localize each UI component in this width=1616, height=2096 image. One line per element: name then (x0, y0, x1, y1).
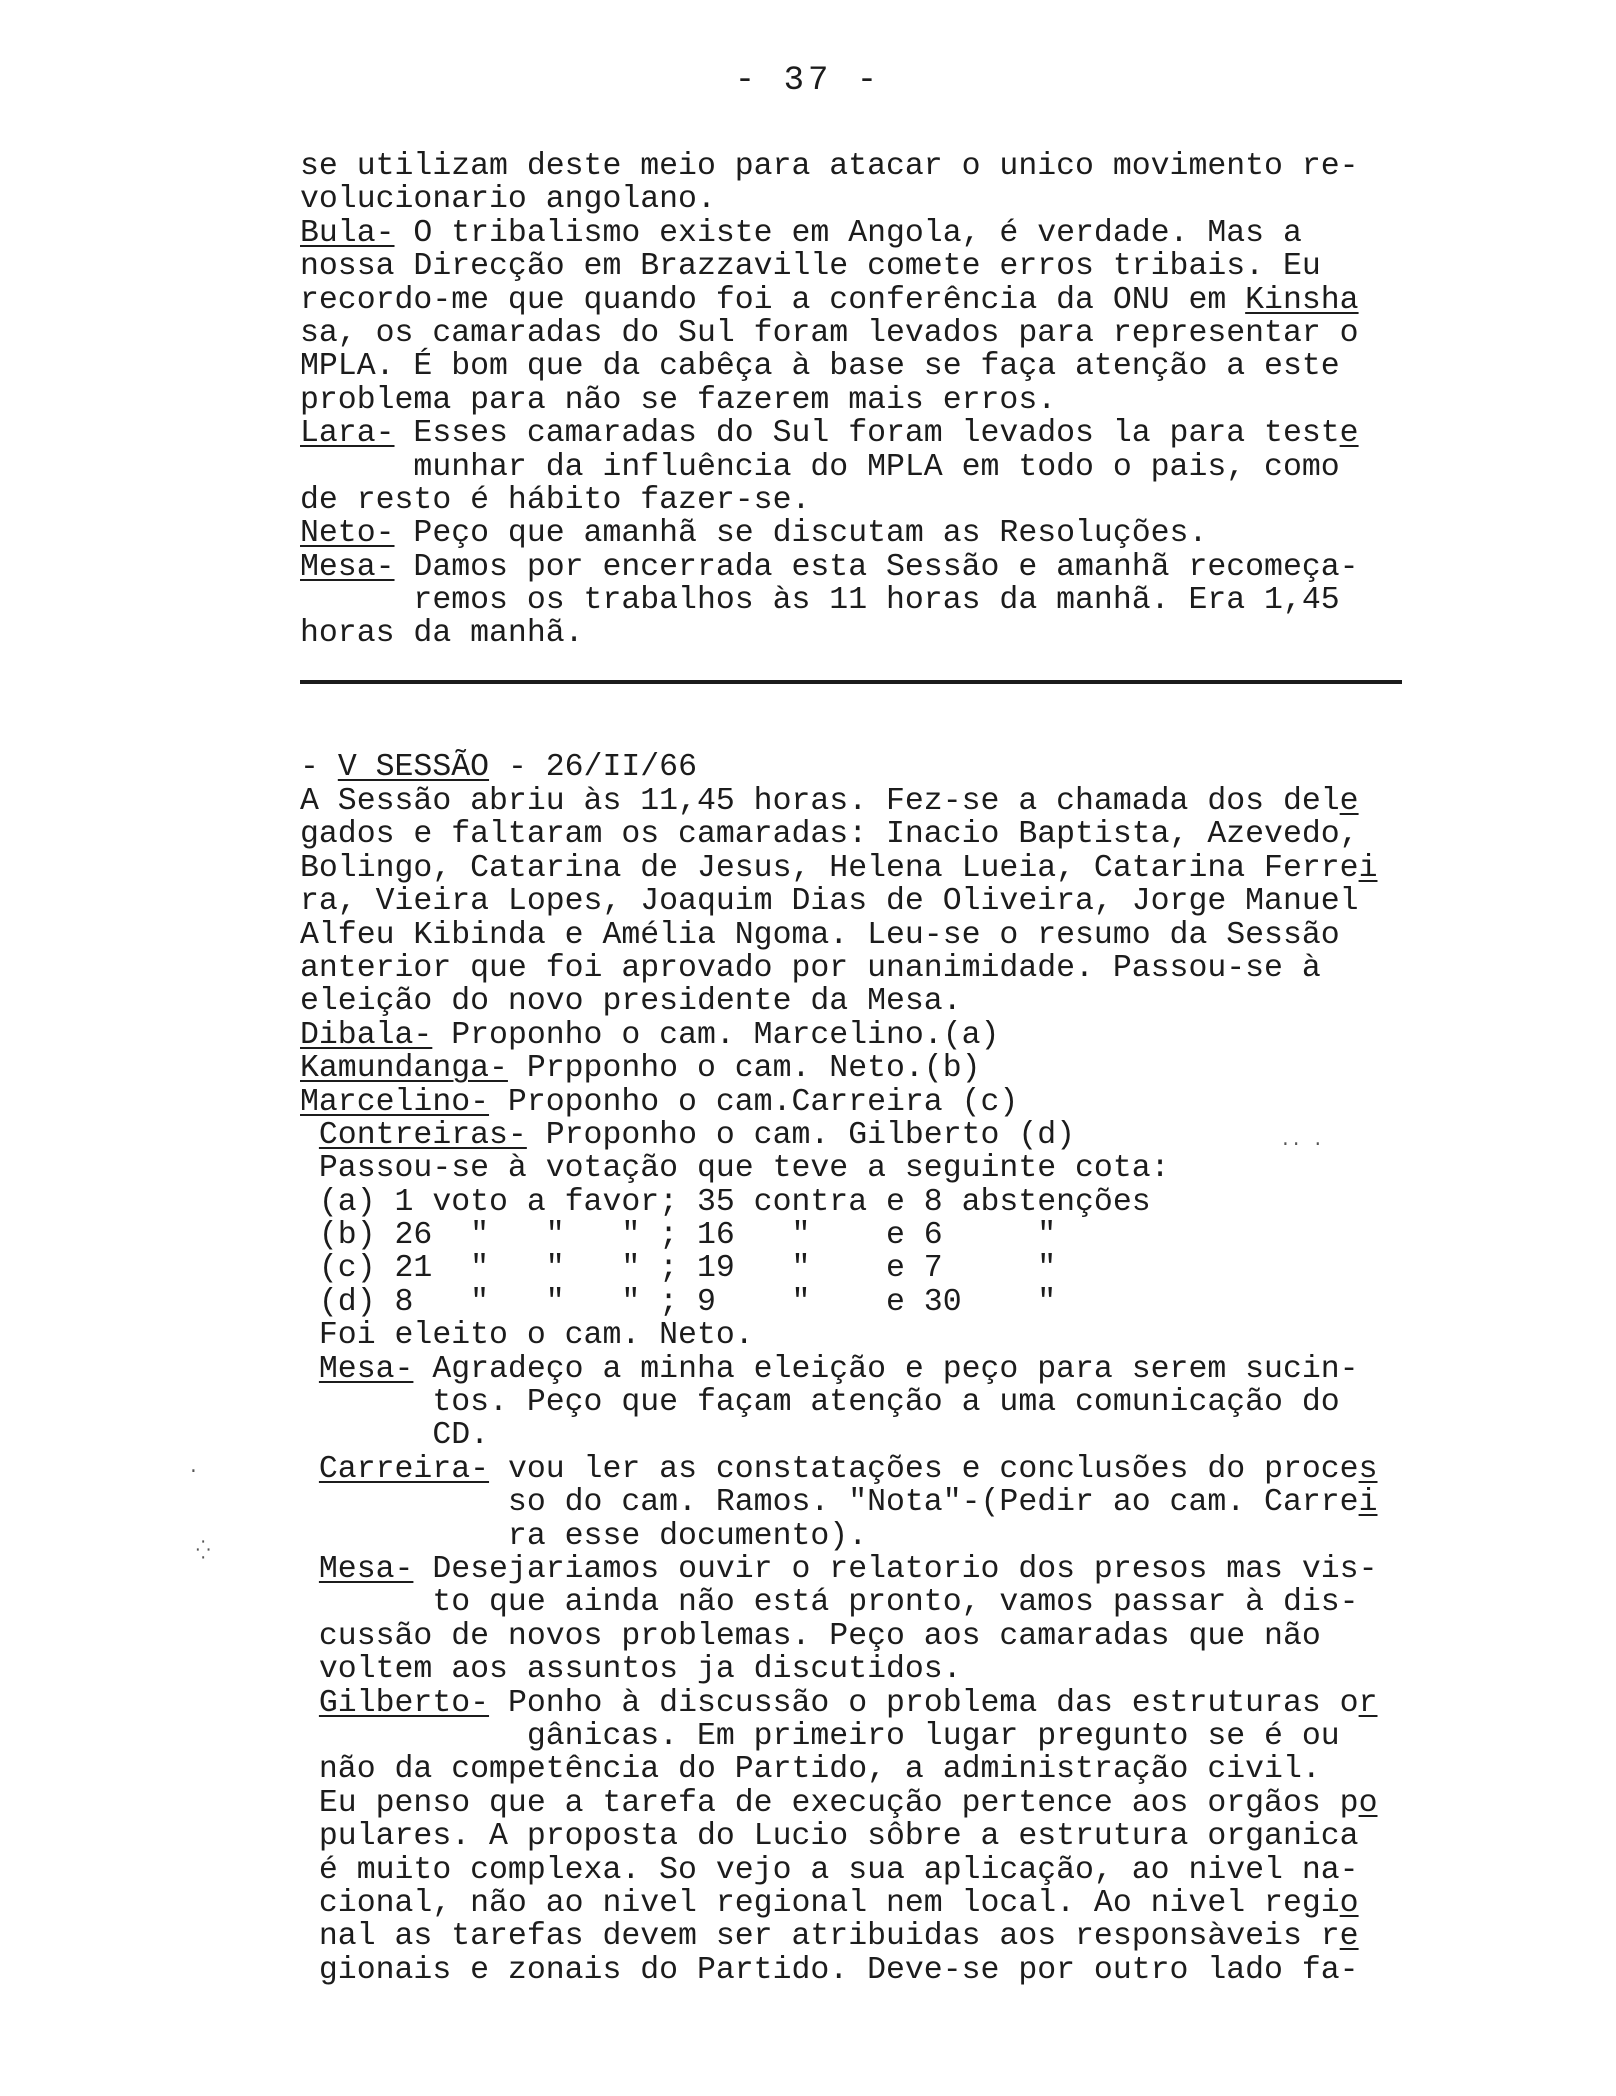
text-segment: MPLA. É bom que da cabêça à base se faça atenção a este (300, 349, 1340, 385)
underlined-text: o (1358, 1785, 1378, 1821)
text-line (300, 1186, 1378, 1219)
text-segment: Prpponho o cam. Neto.(b) (507, 1051, 981, 1087)
text-line (300, 1219, 1378, 1252)
text-segment: Foi eleito o cam. Neto. (300, 1318, 754, 1354)
text-line (300, 1687, 1378, 1720)
underlined-text: e (1339, 784, 1359, 819)
text-line (300, 1252, 1378, 1285)
underlined-text: o (1339, 1885, 1359, 1921)
text-line (300, 1386, 1378, 1419)
text-line (300, 985, 1378, 1018)
text-line (300, 1854, 1378, 1887)
text-line (300, 551, 1359, 584)
text-segment (300, 1352, 319, 1387)
text-segment: munhar da influência do MPLA em todo o pais, como (300, 449, 1340, 485)
underlined-text: Contreiras- (318, 1117, 527, 1153)
text-segment: (d) 8 " " " ; 9 " e 30 " (300, 1284, 1057, 1320)
text-line (300, 1086, 1378, 1119)
text-line (300, 1353, 1378, 1386)
text-line (300, 584, 1359, 617)
scan-speckle: ⁛ (196, 1542, 211, 1562)
text-line (300, 885, 1378, 918)
text-segment: sa, os camaradas do Sul foram levados para representar o (300, 315, 1359, 351)
text-segment: recordo-me que quando foi a conferência da ONU em (300, 282, 1246, 318)
text-line (300, 1553, 1378, 1586)
text-segment: gados e faltaram os camaradas: Inacio Baptista, Azevedo, (300, 817, 1359, 853)
text-segment: Ponho à discussão o problema das estruturas o (489, 1685, 1359, 1721)
underlined-text: Mesa- (300, 549, 395, 585)
text-line (300, 417, 1359, 450)
text-segment: horas da manhã. (300, 616, 584, 652)
underlined-text: i (1358, 850, 1378, 886)
text-segment: A Sessão abriu às 11,45 horas. Fez-se a chamada dos del (300, 784, 1340, 819)
text-line (300, 919, 1378, 952)
text-segment: Esses camaradas do Sul foram levados la para test (394, 416, 1340, 452)
text-line (300, 284, 1359, 317)
text-segment: ra esse documento). (300, 1518, 868, 1554)
text-line (300, 1720, 1378, 1753)
text-segment: volucionario angolano. (300, 182, 716, 218)
underlined-text: Gilberto- (318, 1685, 490, 1721)
text-segment: (c) 21 " " " ; 19 " e 7 " (300, 1251, 1057, 1287)
text-segment: remos os trabalhos às 11 horas da manhã. Era 1,45 (300, 583, 1340, 619)
text-segment: pulares. A proposta do Lucio sôbre a estrutura organica (300, 1819, 1359, 1855)
text-line (300, 617, 1359, 650)
text-line (300, 1052, 1378, 1085)
text-line (300, 1820, 1378, 1853)
text-line (300, 350, 1359, 383)
text-line (300, 1453, 1378, 1486)
scan-speckle: · (188, 1462, 199, 1482)
text-segment: O tribalismo existe em Angola, é verdade. Mas a (394, 215, 1302, 251)
underlined-text: e (1339, 416, 1359, 452)
text-line (300, 1319, 1378, 1352)
text-line (300, 1954, 1378, 1987)
text-line (300, 818, 1378, 851)
text-line (300, 1019, 1378, 1052)
text-segment (300, 1452, 319, 1487)
text-line (300, 1753, 1378, 1786)
text-segment: CD. (300, 1418, 490, 1454)
underlined-text: r (1358, 1685, 1378, 1721)
underlined-text: i (1358, 1485, 1378, 1521)
text-segment: Proponho o cam. Gilberto (d) (526, 1117, 1076, 1153)
text-segment: Proponho o cam. Marcelino.(a) (432, 1017, 1000, 1053)
text-line (300, 1119, 1378, 1152)
text-line (300, 384, 1359, 417)
text-line (300, 1653, 1378, 1686)
underlined-text: e (1339, 1919, 1359, 1955)
text-segment: cional, não ao nivel regional nem local. Ao nivel regi (300, 1885, 1340, 1921)
text-line (300, 451, 1359, 484)
text-segment: Passou-se à votação que teve a seguinte cota: (300, 1151, 1170, 1187)
text-segment: se utilizam deste meio para atacar o unico movimento re- (300, 149, 1359, 184)
session-iv-closing-text (300, 150, 1359, 651)
section-divider (300, 680, 1402, 684)
text-segment: é muito complexa. So vejo a sua aplicação, ao nivel na- (300, 1852, 1359, 1888)
text-line (300, 517, 1359, 550)
text-segment: Alfeu Kibinda e Amélia Ngoma. Leu-se o resumo da Sessão (300, 917, 1340, 953)
page-number: - 37 - (734, 62, 882, 100)
text-segment: to que ainda não está pronto, vamos passar à dis- (300, 1585, 1359, 1621)
underlined-text: Mesa- (318, 1551, 414, 1587)
text-segment: cussão de novos problemas. Peço aos camaradas que não (300, 1618, 1321, 1654)
text-segment: problema para não se fazerem mais erros. (300, 382, 1057, 418)
text-segment: so do cam. Ramos. "Nota"-(Pedir ao cam. Carre (300, 1485, 1359, 1521)
text-segment: Bolingo, Catarina de Jesus, Helena Lueia, Catarina Ferre (300, 850, 1359, 886)
underlined-text: Lara- (300, 416, 395, 452)
text-line (300, 217, 1359, 250)
text-segment: eleição do novo presidente da Mesa. (300, 984, 962, 1020)
text-line (300, 484, 1359, 517)
underlined-text: Mesa- (318, 1351, 414, 1387)
text-segment: anterior que foi aprovado por unanimidade. Passou-se à (300, 950, 1321, 986)
text-segment: (a) 1 voto a favor; 35 contra e 8 abstenções (300, 1184, 1151, 1220)
underlined-text: Bula- (300, 215, 395, 251)
text-line (300, 1887, 1378, 1920)
underlined-text: Kamundanga- (300, 1051, 508, 1087)
session-v-heading-line (300, 718, 697, 785)
text-line (300, 1419, 1378, 1452)
text-segment (300, 1552, 319, 1587)
text-line (300, 183, 1359, 216)
text-line (300, 1286, 1378, 1319)
text-segment: de resto é hábito fazer-se. (300, 482, 811, 518)
text-segment: não da competência do Partido, a administração civil. (300, 1752, 1321, 1788)
text-line (300, 1152, 1378, 1185)
text-segment: tos. Peço que façam atenção a uma comunicação do (300, 1385, 1340, 1421)
session-v-heading: V SESSÃO (337, 750, 490, 786)
text-segment: Peço que amanhã se discutam as Resoluções. (394, 516, 1208, 552)
text-line (300, 317, 1359, 350)
text-segment: vou ler as constatações e conclusões do proce (489, 1451, 1359, 1487)
session-v-dash: - (300, 750, 319, 785)
text-line (300, 1787, 1378, 1820)
text-segment: ra, Vieira Lopes, Joaquim Dias de Oliveira, Jorge Manuel (300, 884, 1359, 920)
text-segment: Damos por encerrada esta Sessão e amanhã recomeça- (394, 549, 1359, 585)
scan-speckle: ·· · (1280, 1135, 1324, 1155)
text-segment (300, 1686, 319, 1721)
text-segment (300, 1118, 319, 1153)
underlined-text: Marcelino- (300, 1084, 490, 1120)
text-segment: (b) 26 " " " ; 16 " e 6 " (300, 1218, 1057, 1254)
text-segment: gionais e zonais do Partido. Deve-se por outro lado fa- (300, 1952, 1359, 1988)
text-line (300, 1520, 1378, 1553)
text-line (300, 1586, 1378, 1619)
text-segment: nossa Direcção em Brazzaville comete erros tribais. Eu (300, 249, 1321, 285)
underlined-text: Dibala- (300, 1017, 433, 1053)
text-line (300, 1620, 1378, 1653)
text-segment: Eu penso que a tarefa de execução pertence aos orgãos p (300, 1785, 1359, 1821)
text-line (300, 150, 1359, 183)
text-line (300, 1486, 1378, 1519)
text-segment: voltem aos assuntos ja discutidos. (300, 1652, 962, 1688)
session-v-text (300, 785, 1378, 1987)
text-segment: Proponho o cam.Carreira (c) (489, 1084, 1019, 1120)
session-v-date: - 26/II/66 (489, 750, 697, 786)
text-line (300, 952, 1378, 985)
underlined-text: Neto- (300, 516, 395, 552)
text-segment: Desejariamos ouvir o relatorio dos presos mas vis- (413, 1551, 1378, 1587)
text-segment: gânicas. Em primeiro lugar pregunto se é ou (300, 1718, 1340, 1754)
text-line (300, 852, 1378, 885)
underlined-text: s (1358, 1451, 1378, 1487)
underlined-text: Kinsha (1245, 282, 1359, 318)
text-line (300, 785, 1378, 818)
text-line (300, 1920, 1378, 1953)
text-line (300, 250, 1359, 283)
underlined-text: Carreira- (318, 1451, 490, 1487)
text-segment: Agradeço a minha eleição e peço para serem sucin- (413, 1351, 1359, 1387)
text-segment: nal as tarefas devem ser atribuidas aos responsàveis r (300, 1919, 1340, 1955)
